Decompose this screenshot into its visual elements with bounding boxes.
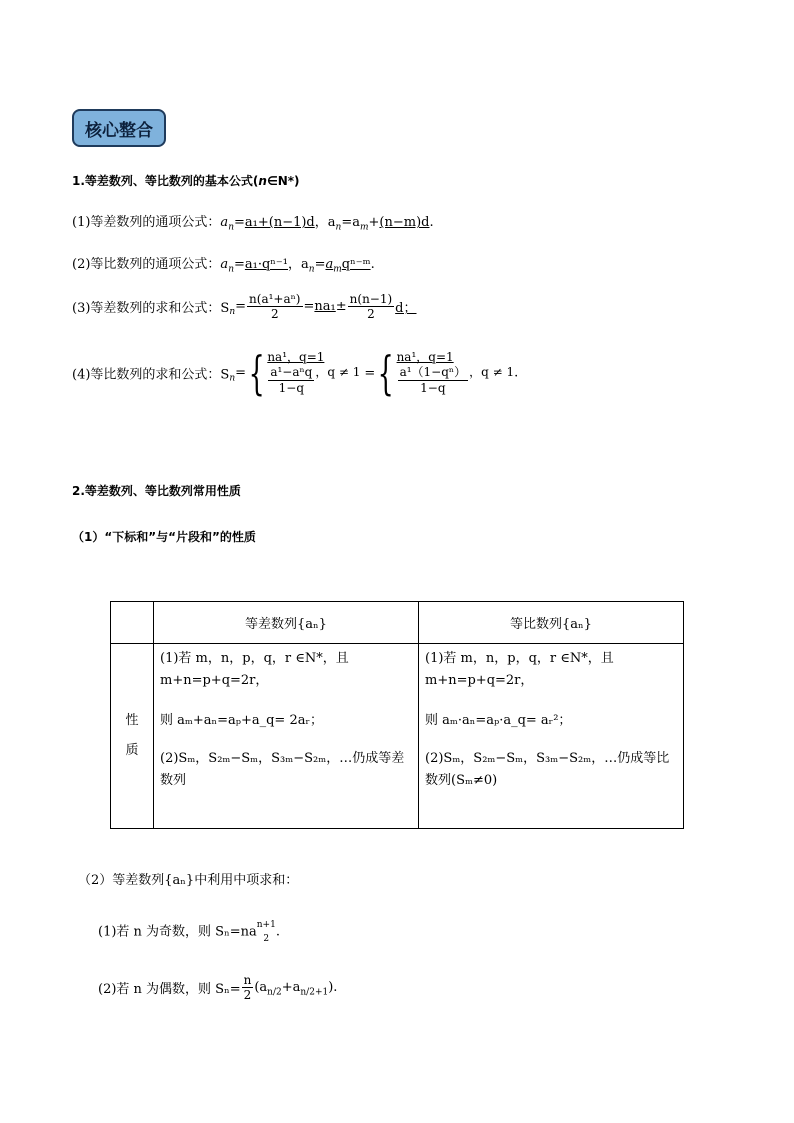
formula-arith-general: (1)等差数列的通项公式：$a_n=a_1+(n-1)d$，$a_n=a_m+(n-m)d$.: [72, 215, 434, 233]
section1-heading: [72, 172, 300, 189]
row-label-1: 性: [125, 713, 139, 728]
f4-case2-den: 1−q: [278, 381, 305, 395]
m2-fraction: [242, 973, 254, 1002]
f1-eq: =: [233, 215, 245, 230]
m1-index: [257, 918, 276, 946]
f1-mid3: +: [368, 215, 380, 230]
f4-cases-2: [397, 350, 515, 396]
f2-mid2: =: [314, 257, 326, 272]
f4-cases-1: [267, 350, 360, 396]
median-odd-formula: [98, 918, 280, 946]
f4-case2-cond: ，q ≠ 1: [315, 365, 361, 379]
geo-prop-1: (1)若 m，n，p，q，r ∈N*，且 m+n=p+q=2r，: [425, 651, 614, 688]
f2-am: a: [325, 257, 334, 272]
section2-heading: 2.等差数列、等比数列常用性质: [72, 484, 241, 498]
f3-fraction-2: [348, 292, 395, 321]
formula-geo-general: (2)等比数列的通项公式：$a_n=a_1\cdot q^{n-1}$，$a_n=a_mq^{n-}ᵐ$.: [72, 257, 375, 275]
geo-prop-3: (2)Sₘ，S₂ₘ−Sₘ，S₃ₘ−S₂ₘ，…仍成等比数列(Sₘ≠0): [425, 751, 670, 788]
properties-table: [110, 601, 684, 829]
heading-var: n: [258, 174, 267, 188]
f2-mid: ，a: [288, 257, 309, 272]
formula-geo-sum: (4)等比数列的求和公式：$S_n=${ na¹，q=1 $\frac{\text{a¹−aⁿq}}{1-q}$ ，q ≠ 1 ={ na¹，q=1 $\frac{\text{a¹（1−qⁿ）}}{1-q}$ ，q ≠ 1.: [72, 346, 519, 400]
m2-plus: +a: [281, 980, 301, 995]
f1-answer-1: a₁+(n−1)d: [244, 215, 315, 230]
f3-tail: d；: [395, 301, 417, 316]
left-brace-icon: {: [377, 346, 394, 400]
median-even-formula: [98, 973, 337, 1002]
f3-den1: 2: [270, 307, 279, 321]
f4-case1: na¹，q=1: [267, 350, 325, 364]
table-cell-geo: [419, 644, 684, 829]
f4-case3: na¹，q=1: [396, 350, 454, 364]
m2-end: ).: [328, 980, 338, 995]
arith-prop-3: (2)Sₘ，S₂ₘ−Sₘ，S₃ₘ−S₂ₘ，…仍成等差数列: [160, 751, 405, 788]
f3-fraction-1: [247, 292, 302, 321]
arith-prop-1: (1)若 m，n，p，q，r ∈N*，且 m+n=p+q=2r，: [160, 651, 349, 688]
f3-num2: n(n−1): [349, 292, 393, 306]
f4-label: (4)等比数列的求和公式：S: [72, 367, 230, 383]
geo-prop-2: 则 aₘ·aₙ=aₚ·a_q= aᵣ²；: [425, 713, 572, 728]
f1-answer-2: (n−m)d: [379, 215, 430, 230]
f3-eq2: =: [303, 299, 315, 314]
f2-a: a: [220, 257, 229, 272]
heading-text: 1.等差数列、等比数列的基本公式(: [72, 174, 259, 188]
f1-a: a: [220, 215, 229, 230]
f1-end: .: [429, 215, 434, 230]
m1-end: .: [275, 924, 280, 940]
f3-den2: 2: [367, 307, 375, 321]
f2-answer-1: a₁·qⁿ⁻¹: [244, 257, 289, 272]
table-row-label: [111, 644, 154, 829]
f3-pm: ±: [335, 299, 347, 314]
f2-label: (2)等比数列的通项公式：: [72, 257, 221, 272]
m2-s2: n/2+1: [300, 987, 329, 998]
m1-sub: 2: [263, 934, 270, 944]
table-cell-arith: [154, 644, 419, 829]
f3-num1: n(a¹+aⁿ): [249, 292, 301, 306]
row-label-2: 质: [125, 743, 139, 758]
m2-body: (a: [254, 980, 268, 995]
f3-answer: na₁: [314, 299, 336, 314]
f2-end: .: [370, 257, 375, 272]
f4-end: .: [514, 365, 519, 381]
m2-num: n: [243, 973, 252, 987]
left-brace-icon: {: [248, 346, 265, 400]
f3-label: (3)等差数列的求和公式：S: [72, 301, 230, 316]
table-corner: [111, 602, 154, 644]
m2-s1: n/2: [267, 987, 282, 998]
arith-prop-2: 则 aₘ+aₙ=aₚ+a_q= 2aᵣ；: [160, 713, 323, 728]
subsection-1-title: （1）“下标和”与“片段和”的性质: [72, 530, 256, 544]
f1-mid: ，a: [314, 215, 336, 230]
f2-answer-2: $a_mq^{n-}ᵐ$: [325, 257, 371, 275]
table-header-arith: 等差数列{aₙ}: [154, 602, 419, 644]
section-badge: 核心整合: [72, 109, 166, 147]
f1-mid2: =a: [341, 215, 360, 230]
f1-label: (1)等差数列的通项公式：: [72, 215, 221, 230]
f4-case4-num: a¹（1−qⁿ）: [399, 365, 467, 379]
m2-den: 2: [243, 988, 252, 1002]
f4-case2-num: a¹−aⁿq: [270, 365, 313, 379]
heading-tail: ∈N*): [266, 174, 300, 188]
m1-sup: n+1: [256, 920, 276, 930]
f2-eq: =: [233, 257, 245, 272]
f4-case4-den: 1−q: [420, 381, 446, 395]
f4-eq: =: [235, 365, 247, 381]
f3-eq: =: [235, 299, 247, 314]
formula-arith-sum: (3)等差数列的求和公式：$S_n=$ $\frac{\text{n(a¹+aⁿ)}}{2}$ =na₁± $\frac{n(n-1)}{2}$ d；: [72, 292, 417, 321]
f4-case4-cond: ，q ≠ 1: [469, 365, 515, 379]
f2-q: qⁿ⁻ᵐ: [341, 257, 371, 272]
m2-label: (2)若 n 为偶数，则 Sₙ=: [98, 982, 241, 997]
table-header-geo: 等比数列{aₙ}: [419, 602, 684, 644]
f4-eq2: =: [364, 365, 376, 381]
m1-label: (1)若 n 为奇数，则 Sₙ=na: [98, 924, 257, 940]
subsection-2-title: （2）等差数列{aₙ}中利用中项求和：: [78, 873, 299, 888]
